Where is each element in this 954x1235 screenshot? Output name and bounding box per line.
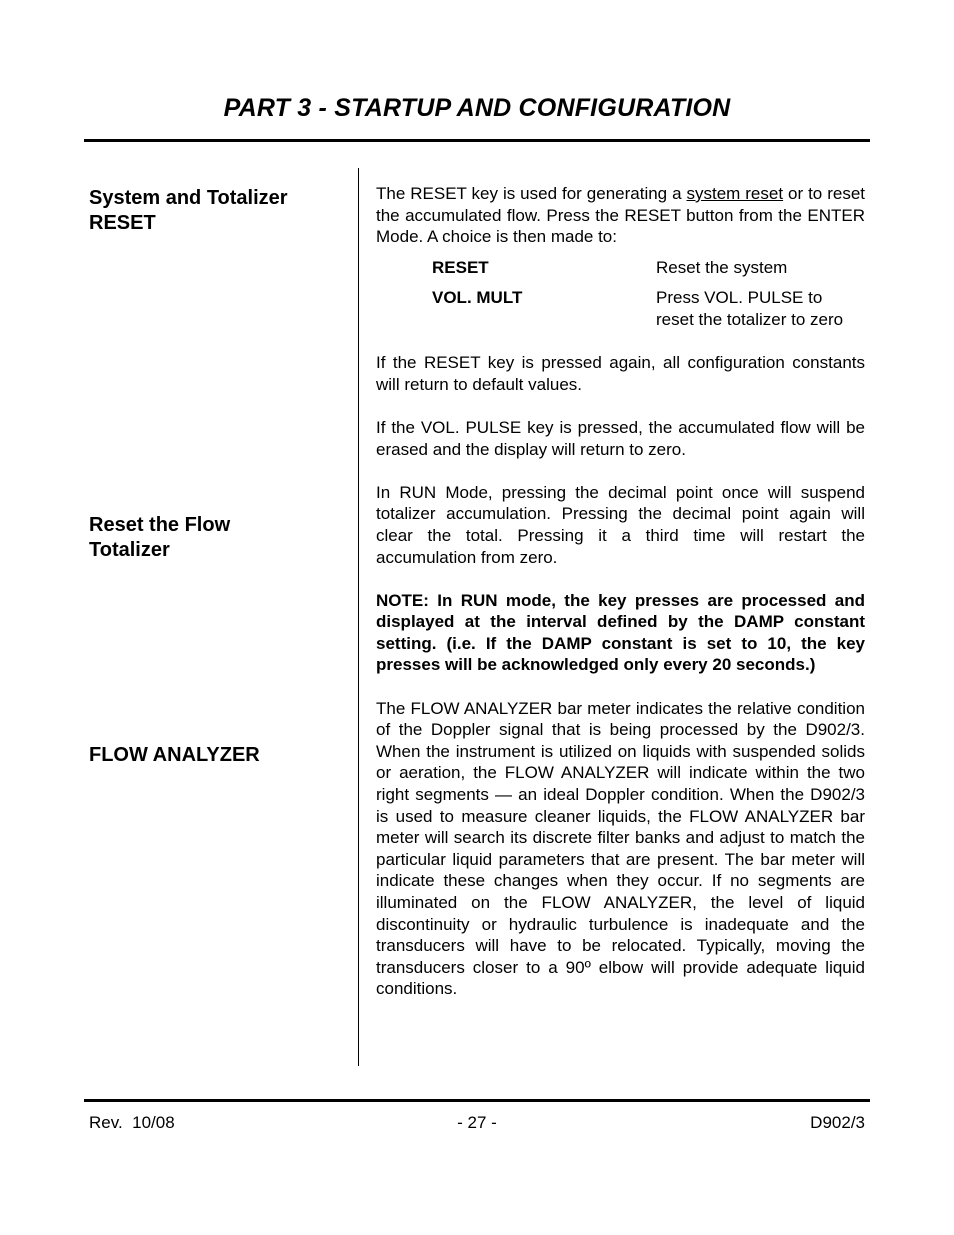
flow-totalizer-paragraph: In RUN Mode, pressing the decimal point once will suspend totalizer accumulation. Pressing the decimal point again will clear the total. Pressing it a third time will restart the accumulation from zero. (376, 482, 865, 567)
header-rule (84, 139, 870, 142)
reset-intro-b: or to reset the accumulated flow. Press the RESET button from the ENTER Mode. A choice is then made to: (376, 184, 866, 247)
body-column (376, 183, 865, 1000)
option-key: VOL. MULT (432, 288, 523, 308)
footer-rule (84, 1099, 870, 1102)
heading-flow-analyzer: FLOW ANALYZER (89, 744, 260, 766)
damp-note: NOTE: In RUN mode, the key presses are processed and displayed at the interval defined by the DAMP constant setting. (i.e. If the DAMP constant is set to 10, the key presses will be acknowledged only every 20 seconds.) (376, 590, 865, 675)
heading-system-reset (89, 186, 349, 236)
system-reset-link: system reset (686, 184, 784, 203)
reset-paragraph-2: If the RESET key is pressed again, all configuration constants will return to default values. (376, 353, 865, 394)
footer-page-number: - 27 - (457, 1113, 497, 1132)
heading-system-reset-line2: RESET (89, 212, 156, 234)
flow-analyzer-paragraph: The FLOW ANALYZER bar meter indicates the relative condition of the Doppler signal that is being processed by the D902/3. When the instrument is utilized on liquids with suspended solids or aeration, the FLOW ANALYZER will indicate within the two right segments — an ideal Doppler condition. When the D902/3 is used to measure cleaner liquids, the FLOW ANALYZER bar meter will search its discrete filter banks and adjust to match the particular liquid parameters that are present. The bar meter will indicate these changes when they occur. If no segments are illuminated on the FLOW ANALYZER, the level of liquid discontinuity or hydraulic turbulence is inadequate and the transducers will have to be relocated. Typically, moving the transducers closer to a 90º elbow will provide adequate liquid conditions. (376, 698, 865, 999)
option-key: RESET (432, 257, 489, 277)
reset-paragraph-3: If the VOL. PULSE key is pressed, the accumulated flow will be erased and the display will return to zero. (376, 417, 865, 459)
footer-revision: Rev. 10/08 (89, 1113, 175, 1132)
heading-reset-flow-totalizer (89, 513, 349, 563)
heading-system-reset-line1: System and Totalizer (89, 187, 288, 209)
column-divider (358, 168, 359, 1066)
reset-intro-a: The RESET key is used for generating a (376, 184, 687, 203)
option-row-vol-mult (376, 287, 865, 330)
option-desc: Press VOL. PULSE to reset the totalizer to zero (656, 288, 844, 329)
page-title: PART 3 - STARTUP AND CONFIGURATION (223, 94, 731, 122)
option-desc: Reset the system (656, 257, 788, 277)
heading-reset-flow-line2: Totalizer (89, 539, 170, 561)
footer-model: D902/3 (810, 1113, 865, 1132)
reset-intro-paragraph (376, 183, 865, 248)
heading-reset-flow-line1: Reset the Flow (89, 514, 231, 536)
option-row-reset (376, 257, 865, 279)
